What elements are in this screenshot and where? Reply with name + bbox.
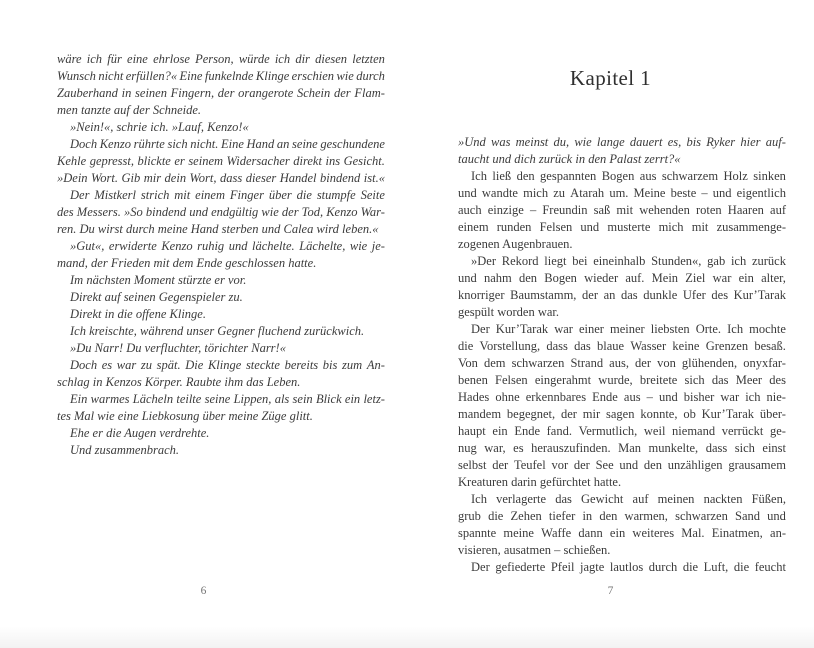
page-number-left: 6	[200, 585, 207, 597]
paragraph	[57, 289, 385, 306]
paragraph	[57, 306, 385, 323]
text-line: des Messers. »So bindend und endgültig wie der Tod, Kenzo War-	[57, 205, 385, 219]
text-line: nug war, es herauszufinden. Man munkelte, dass sich einst	[458, 441, 786, 455]
text-line: Ich verlagerte das Gewicht auf meinen nackten Füßen,	[471, 492, 786, 506]
text-line: men tanzte auf der Schneide.	[57, 103, 202, 117]
right-page-text	[458, 134, 786, 576]
chapter-title: Kapitel 1	[569, 66, 652, 90]
text-line: mandem begegnet, der mir sagen konnte, ob Kur’Tarak über-	[458, 407, 786, 421]
text-line: Ein warmes Lächeln teilte seine Lippen, als sein Blick ein letz-	[70, 392, 385, 406]
page-number-right: 7	[607, 585, 614, 597]
text-line: Kreaturen darin gefürchtet hatte.	[458, 475, 622, 489]
paragraph	[458, 253, 786, 321]
paragraph	[57, 136, 385, 187]
paragraph	[57, 340, 385, 357]
paragraph	[57, 442, 385, 459]
text-line: schlag in Kenzos Körper. Raubte ihm das Leben.	[57, 375, 301, 389]
text-line: Der Kur’Tarak war einer meiner liebsten Orte. Ich mochte	[471, 322, 786, 336]
paragraph	[458, 134, 786, 168]
text-line: Der Mistkerl strich mit einem Finger über die stumpfe Seite	[70, 188, 385, 202]
text-line: knorriger Baumstamm, der an das dunkle Ufer des Kur’Tarak	[458, 288, 786, 302]
text-line: zogenen Augenbrauen.	[458, 237, 573, 251]
text-line: ren. Du wirst durch meine Hand sterben und Calea wird leben.«	[57, 222, 379, 236]
paragraph	[57, 238, 385, 272]
text-line: und wandte mich zu Atarah um. Meine beste – und eigentlich	[458, 186, 786, 200]
text-line: »Du Narr! Du verfluchter, törichter Narr!«	[70, 341, 286, 355]
text-line: »Nein!«, schrie ich. »Lauf, Kenzo!«	[70, 120, 249, 134]
text-line: spannte meine Waffe dann ein weiteres Mal. Einatmen, an-	[458, 526, 786, 540]
paragraph	[57, 51, 385, 119]
text-line: Zauberhand in seinen Fingern, der orangerote Schein der Flam-	[57, 86, 385, 100]
paragraph	[57, 425, 385, 442]
paragraph	[458, 321, 786, 491]
paragraph	[458, 559, 786, 576]
text-line: Von dem schwarzen Strand aus, der von glühenden, onyxfar-	[458, 356, 786, 370]
text-line: wäre ich für eine ehrlose Person, würde ich dir diesen letzten	[57, 52, 385, 66]
text-line: Und zusammenbrach.	[70, 443, 180, 457]
text-line: mand, der Frieden mit dem Ende geschlossen hatte.	[57, 256, 317, 270]
text-line: Hades ohne erkennbares Ende aus – und bisher war ich nie-	[458, 390, 786, 404]
paragraph	[57, 323, 385, 340]
text-line: und nahm den Bogen wieder auf. Mein Ziel war ein alter,	[458, 271, 786, 285]
text-line: taucht und dich zurück in den Palast zerrt?«	[458, 152, 681, 166]
text-line: die Vorstellung, dass das blaue Wasser keine Grenzen besaß.	[458, 339, 786, 353]
text-line: Doch Kenzo rührte sich nicht. Eine Hand an seine geschundene	[70, 137, 385, 151]
text-line: Im nächsten Moment stürzte er vor.	[70, 273, 247, 287]
text-line: Kehle gepresst, blickte er seinem Widersacher direkt ins Gesicht.	[57, 154, 385, 168]
paragraph	[57, 272, 385, 289]
text-line: auch einzige – Freundin saß mit wehenden roten Haaren auf	[458, 203, 786, 217]
text-line: Ich kreischte, während unser Gegner fluchend zurückwich.	[70, 324, 365, 338]
text-line: einem runden Felsen und musterte mich mit zusammenge-	[458, 220, 786, 234]
paragraph	[57, 357, 385, 391]
paragraph	[458, 491, 786, 559]
page-right	[407, 0, 814, 648]
text-line: Der gefiederte Pfeil jagte lautlos durch die Luft, die feucht	[471, 560, 786, 574]
text-line: haupt ein Ende fand. Vermutlich, weil niemand verrückt ge-	[458, 424, 786, 438]
paragraph	[57, 119, 385, 136]
text-line: »Der Rekord liegt bei eineinhalb Stunden«, gab ich zurück	[471, 254, 786, 268]
text-line: tes Mal wie eine Liebkosung über meine Züge glitt.	[57, 409, 313, 423]
paragraph	[57, 187, 385, 238]
text-line: selbst der Teufel vor der See und den unzähligen grausamem	[458, 458, 786, 472]
text-line: »Und was meinst du, wie lange dauert es, bis Ryker hier auf-	[458, 135, 786, 149]
text-line: gespült worden war.	[458, 305, 560, 319]
text-line: Ehe er die Augen verdrehte.	[70, 426, 210, 440]
text-line: Doch es war zu spät. Die Klinge steckte bereits bis zum An-	[70, 358, 385, 372]
text-line: Wunsch nicht erfüllen?« Eine funkelnde Klinge erschien wie durch	[57, 69, 385, 83]
text-line: »Gut«, erwiderte Kenzo ruhig und lächelte. Lächelte, wie je-	[70, 239, 385, 253]
paragraph	[458, 168, 786, 253]
text-line: Ich ließ den gespannten Bogen aus schwarzem Holz sinken	[471, 169, 786, 183]
left-page-text	[57, 51, 385, 459]
text-line: Direkt in die offene Klinge.	[70, 307, 206, 321]
text-line: benen Felsen eingerahmt wurde, breitete sich das Meer des	[458, 373, 786, 387]
text-line: »Dein Wort. Gib mir dein Wort, dass dieser Handel bindend ist.«	[57, 171, 385, 185]
paragraph	[57, 391, 385, 425]
text-line: Direkt auf seinen Gegenspieler zu.	[70, 290, 243, 304]
text-line: visieren, ausatmen – schießen.	[458, 543, 611, 557]
text-line: grub die Zehen tiefer in den warmen, schwarzen Sand und	[458, 509, 786, 523]
